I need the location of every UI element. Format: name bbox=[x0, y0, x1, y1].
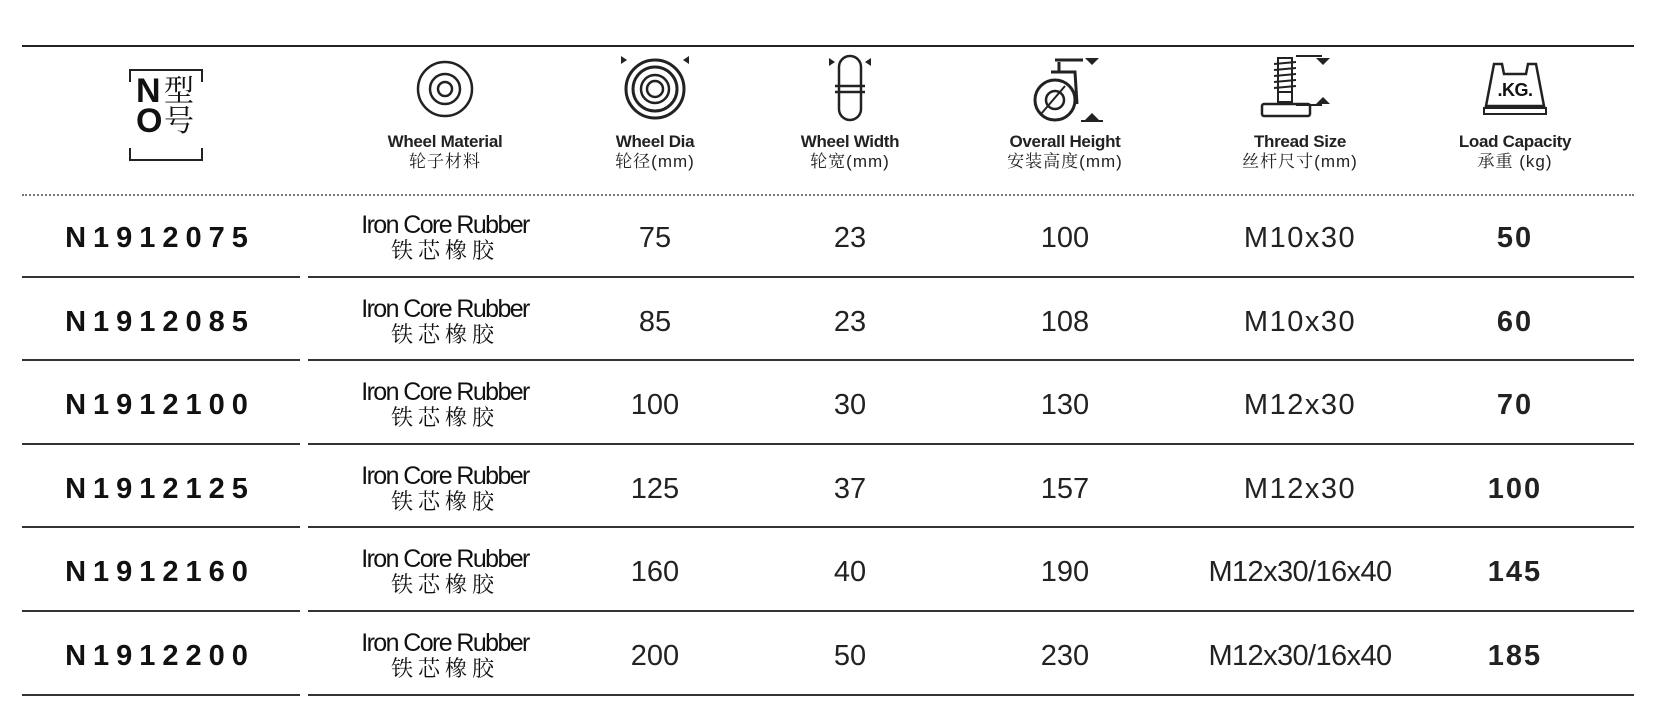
cell-wheel-dia: 125 bbox=[630, 472, 680, 505]
cell-overall-height: 190 bbox=[1040, 555, 1090, 588]
table-row bbox=[0, 614, 1678, 698]
cell-model: N1912200 bbox=[65, 639, 255, 672]
header-wheel-width bbox=[775, 50, 925, 190]
cell-model: N1912075 bbox=[65, 221, 255, 254]
material-en: Iron Core Rubber bbox=[361, 629, 529, 657]
row-divider-left bbox=[22, 443, 300, 445]
material-cn: 铁芯橡胶 bbox=[390, 489, 499, 514]
header-wheel-dia bbox=[580, 50, 730, 190]
cell-material bbox=[330, 363, 560, 447]
material-en: Iron Core Rubber bbox=[361, 211, 529, 239]
row-divider-right bbox=[308, 694, 1634, 696]
cell-load-capacity: 145 bbox=[1487, 555, 1543, 588]
material-cn: 铁芯橡胶 bbox=[390, 572, 499, 597]
cell-material bbox=[330, 447, 560, 531]
header-load-capacity bbox=[1440, 50, 1590, 190]
cell-wheel-dia: 160 bbox=[630, 555, 680, 588]
row-divider-right bbox=[308, 359, 1634, 361]
table-header bbox=[0, 50, 1678, 190]
model-no-en-n: N bbox=[136, 72, 161, 110]
header-thread-size bbox=[1215, 50, 1385, 190]
thread-stem-icon bbox=[1260, 52, 1340, 124]
header-overall-height-cn: 安装高度(mm) bbox=[1007, 152, 1123, 171]
header-load-capacity-cn: 承重 (kg) bbox=[1477, 152, 1553, 171]
cell-load-capacity: 50 bbox=[1496, 221, 1534, 254]
model-no-en-o: O bbox=[136, 102, 163, 140]
header-load-capacity-label bbox=[1440, 132, 1590, 172]
row-divider-left bbox=[22, 526, 300, 528]
cell-overall-height: 130 bbox=[1040, 388, 1090, 421]
row-divider-left bbox=[22, 359, 300, 361]
cell-load-capacity: 60 bbox=[1496, 305, 1534, 338]
material-cn: 铁芯橡胶 bbox=[390, 322, 499, 347]
row-divider-left bbox=[22, 610, 300, 612]
header-model-no bbox=[110, 50, 220, 190]
header-wheel-width-label bbox=[775, 132, 925, 172]
cell-material bbox=[330, 280, 560, 364]
cell-material bbox=[330, 196, 560, 280]
header-load-capacity-en: Load Capacity bbox=[1458, 132, 1572, 151]
cell-material bbox=[330, 614, 560, 698]
cell-thread-size: M12x30/16x40 bbox=[1208, 555, 1392, 588]
cell-wheel-width: 37 bbox=[833, 472, 867, 505]
cell-model: N1912125 bbox=[65, 472, 255, 505]
cell-wheel-dia: 200 bbox=[630, 639, 680, 672]
cell-load-capacity: 185 bbox=[1487, 639, 1543, 672]
cell-load-capacity: 70 bbox=[1496, 388, 1534, 421]
table-row bbox=[0, 447, 1678, 531]
header-overall-height-en: Overall Height bbox=[1009, 132, 1121, 151]
row-divider-left bbox=[22, 694, 300, 696]
header-wheel-material-label bbox=[360, 132, 530, 172]
cell-material bbox=[330, 530, 560, 614]
weight-icon-text: .KG. bbox=[1497, 80, 1533, 100]
model-no-cn-top: 型 bbox=[164, 75, 194, 108]
material-en: Iron Core Rubber bbox=[361, 545, 529, 573]
cell-overall-height: 100 bbox=[1040, 221, 1090, 254]
cell-model: N1912100 bbox=[65, 388, 255, 421]
header-thread-size-en: Thread Size bbox=[1253, 132, 1347, 151]
cell-thread-size: M10x30 bbox=[1243, 305, 1357, 338]
header-wheel-dia-en: Wheel Dia bbox=[615, 132, 695, 151]
row-divider-right bbox=[308, 610, 1634, 612]
header-overall-height-label bbox=[980, 132, 1150, 172]
cell-thread-size: M12x30/16x40 bbox=[1208, 639, 1392, 672]
wheel-width-icon bbox=[825, 52, 875, 124]
cell-wheel-dia: 100 bbox=[630, 388, 680, 421]
header-wheel-material bbox=[360, 50, 530, 190]
material-cn: 铁芯橡胶 bbox=[390, 656, 499, 681]
row-divider-right bbox=[308, 276, 1634, 278]
material-en: Iron Core Rubber bbox=[361, 462, 529, 490]
cell-wheel-dia: 85 bbox=[638, 305, 672, 338]
cell-model: N1912160 bbox=[65, 555, 255, 588]
cell-wheel-width: 23 bbox=[833, 305, 867, 338]
wheel-icon bbox=[415, 58, 475, 120]
cell-thread-size: M12x30 bbox=[1243, 388, 1357, 421]
cell-overall-height: 230 bbox=[1040, 639, 1090, 672]
material-cn: 铁芯橡胶 bbox=[390, 405, 499, 430]
table-row bbox=[0, 280, 1678, 364]
cell-wheel-width: 50 bbox=[833, 639, 867, 672]
row-divider-right bbox=[308, 526, 1634, 528]
row-divider-right bbox=[308, 443, 1634, 445]
cell-model: N1912085 bbox=[65, 305, 255, 338]
cell-thread-size: M12x30 bbox=[1243, 472, 1357, 505]
table-row bbox=[0, 530, 1678, 614]
table-row bbox=[0, 363, 1678, 447]
caster-height-icon bbox=[1025, 54, 1105, 126]
header-wheel-dia-cn: 轮径(mm) bbox=[615, 152, 695, 171]
cell-wheel-width: 30 bbox=[833, 388, 867, 421]
cell-wheel-width: 40 bbox=[833, 555, 867, 588]
header-wheel-dia-label bbox=[580, 132, 730, 172]
header-wheel-width-en: Wheel Width bbox=[800, 132, 900, 151]
table-top-rule bbox=[22, 45, 1634, 47]
header-wheel-width-cn: 轮宽(mm) bbox=[810, 152, 890, 171]
material-en: Iron Core Rubber bbox=[361, 295, 529, 323]
header-wheel-material-cn: 轮子材料 bbox=[409, 152, 481, 171]
cell-wheel-width: 23 bbox=[833, 221, 867, 254]
cell-wheel-dia: 75 bbox=[638, 221, 672, 254]
weight-icon bbox=[1480, 60, 1550, 116]
material-cn: 铁芯橡胶 bbox=[390, 238, 499, 263]
header-thread-size-cn: 丝杆尺寸(mm) bbox=[1242, 152, 1358, 171]
cell-thread-size: M10x30 bbox=[1243, 221, 1357, 254]
header-wheel-material-en: Wheel Material bbox=[387, 132, 503, 151]
material-en: Iron Core Rubber bbox=[361, 378, 529, 406]
wheel-diameter-icon bbox=[617, 52, 693, 122]
cell-load-capacity: 100 bbox=[1487, 472, 1543, 505]
header-overall-height bbox=[980, 50, 1150, 190]
header-thread-size-label bbox=[1215, 132, 1385, 172]
model-no-cn-bottom: 号 bbox=[164, 105, 194, 138]
cell-overall-height: 108 bbox=[1040, 305, 1090, 338]
cell-overall-height: 157 bbox=[1040, 472, 1090, 505]
table-row bbox=[0, 196, 1678, 280]
row-divider-left bbox=[22, 276, 300, 278]
